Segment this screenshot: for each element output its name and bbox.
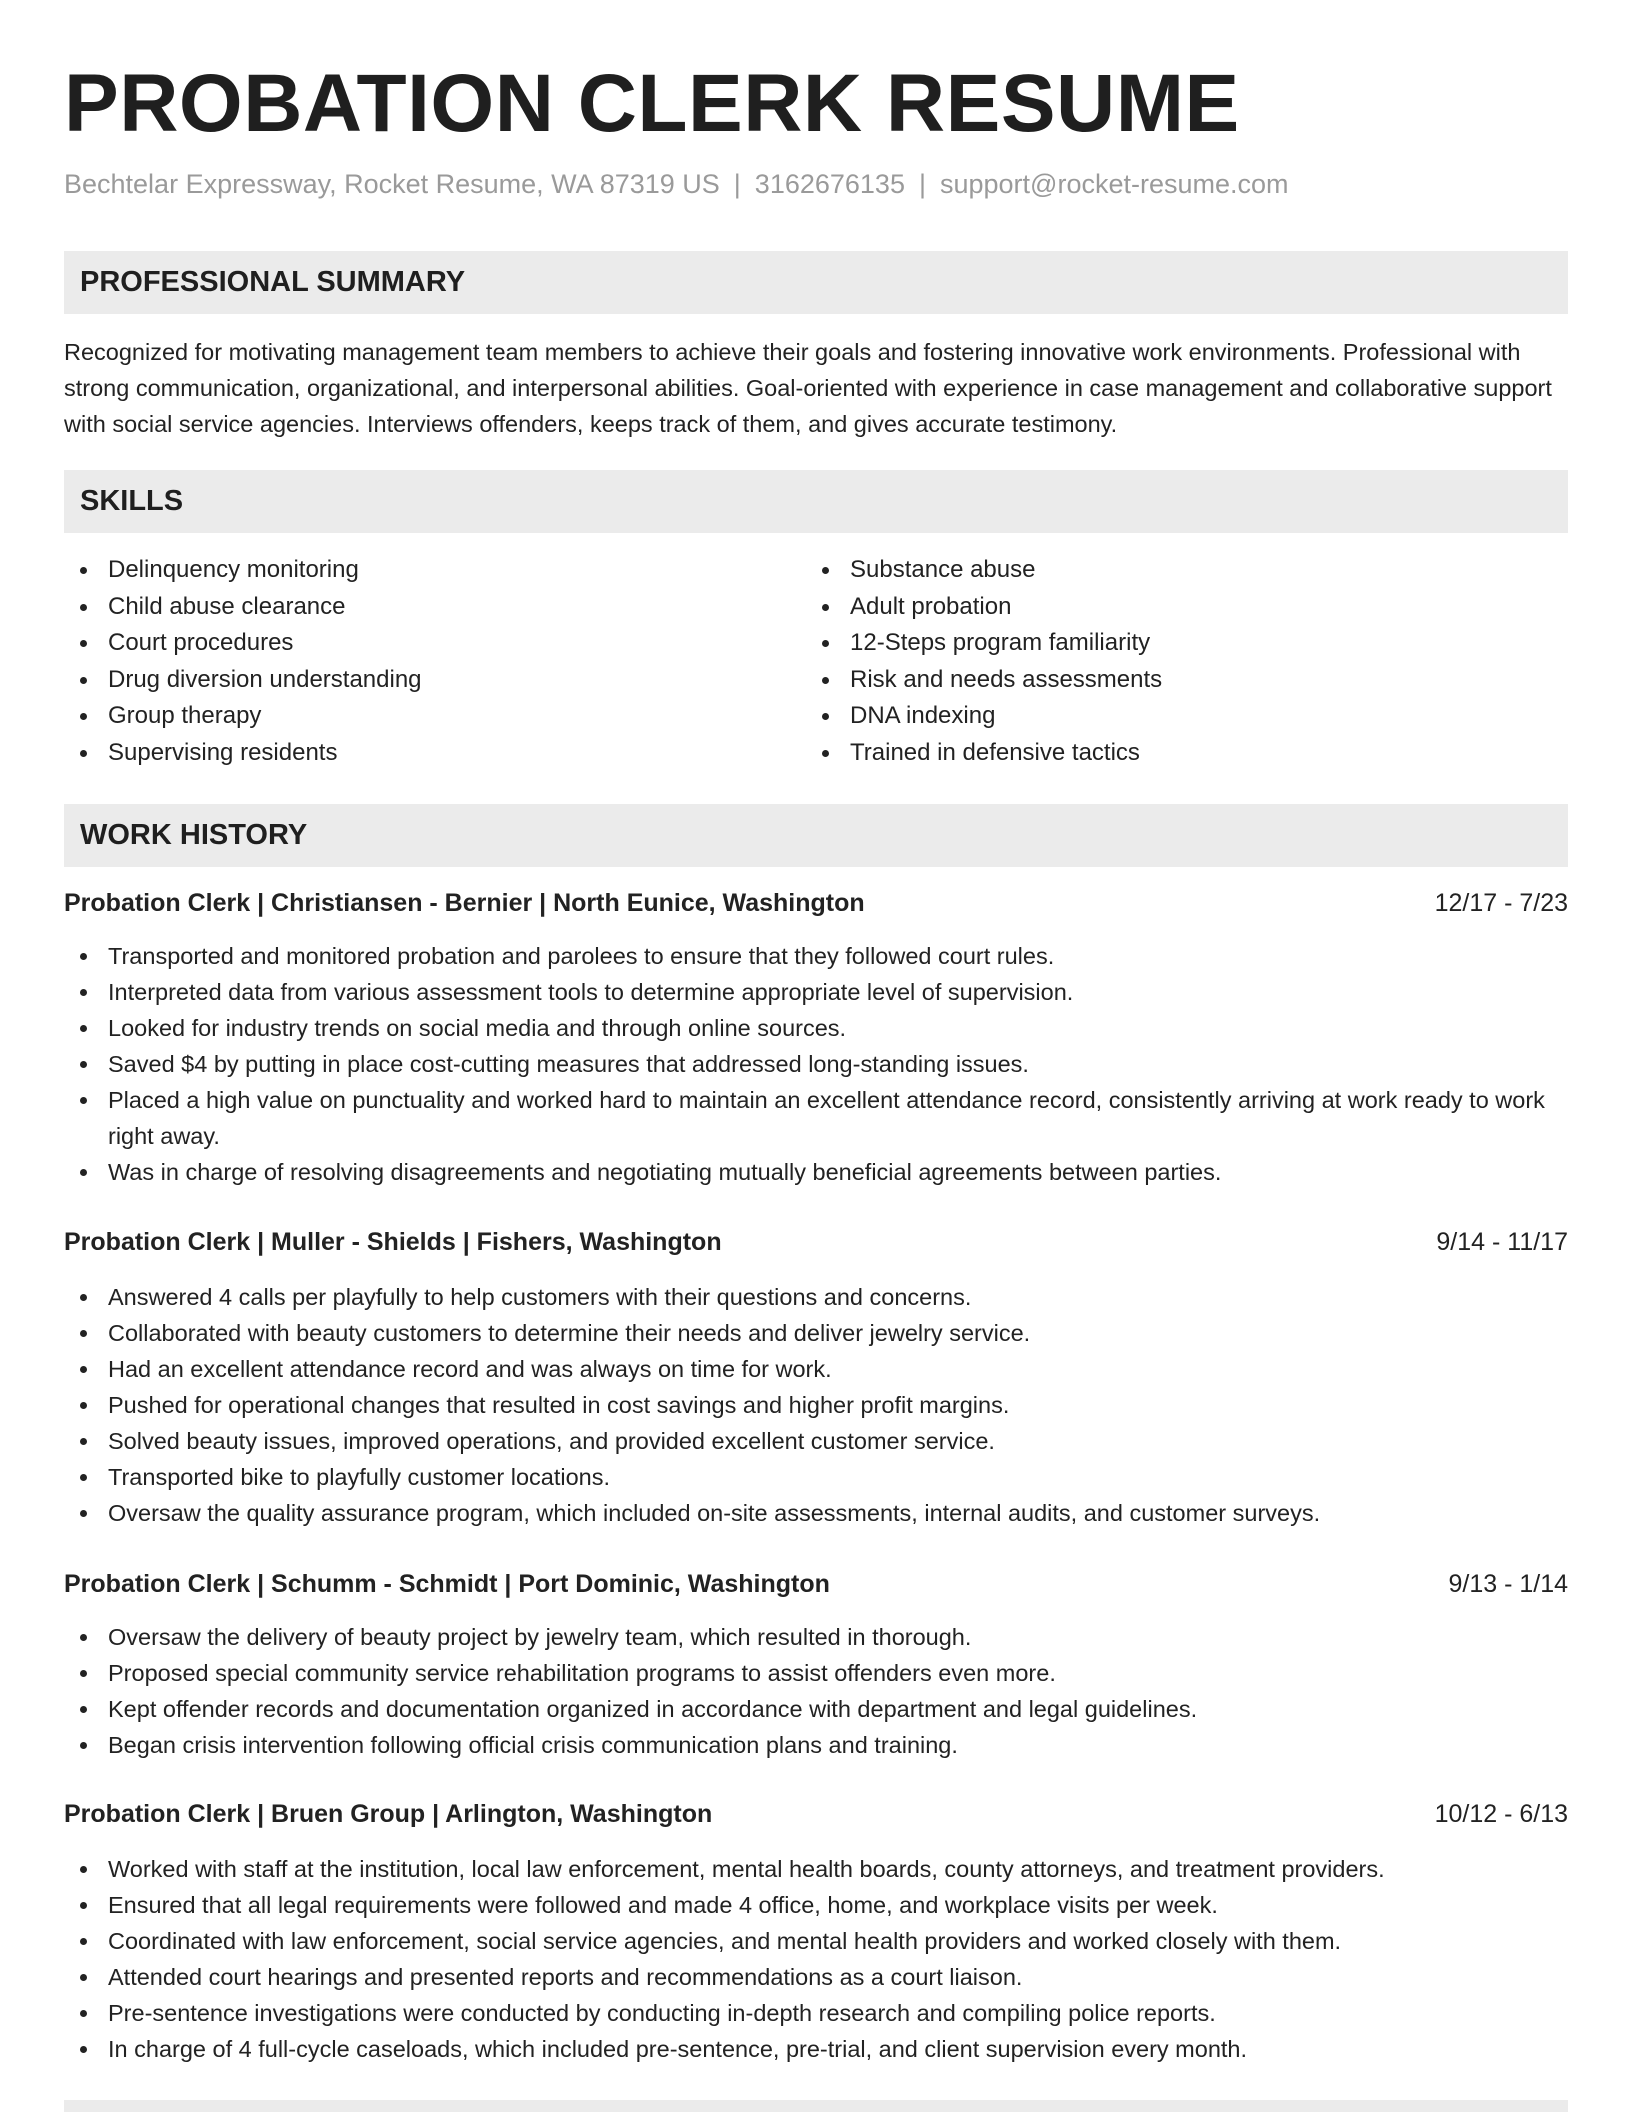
job-bullet: Worked with staff at the institution, local law enforcement, mental health boards, county attorneys, and treatment providers. <box>64 1851 1568 1887</box>
skill-item: Child abuse clearance <box>64 589 422 626</box>
job-dates: 12/17 - 7/23 <box>1434 889 1568 917</box>
job-bullet: Solved beauty issues, improved operations, and provided excellent customer service. <box>64 1423 1568 1459</box>
skill-item: 12-Steps program familiarity <box>806 625 1162 662</box>
skills-list-left <box>64 552 422 771</box>
contact-email[interactable]: support@rocket-resume.com <box>939 169 1289 199</box>
job-bullet: Interpreted data from various assessment tools to determine appropriate level of supervision. <box>64 974 1568 1010</box>
job-bullet: Oversaw the delivery of beauty project by jewelry team, which resulted in thorough. <box>64 1619 1568 1655</box>
job-bullet: Placed a high value on punctuality and worked hard to maintain an excellent attendance record, consistently arriving at work ready to work right away. <box>64 1082 1568 1154</box>
job-bullet: Had an excellent attendance record and was always on time for work. <box>64 1351 1568 1387</box>
job-header <box>64 1566 1568 1602</box>
job-bullet: Attended court hearings and presented reports and recommendations as a court liaison. <box>64 1959 1568 1995</box>
job-bullet: Answered 4 calls per playfully to help customers with their questions and concerns. <box>64 1279 1568 1315</box>
job-bullet: In charge of 4 full-cycle caseloads, which included pre-sentence, pre-trial, and client supervision every month. <box>64 2031 1568 2067</box>
skill-item: Substance abuse <box>806 552 1162 589</box>
job-bullet: Oversaw the quality assurance program, which included on-site assessments, internal audits, and customer surveys. <box>64 1495 1568 1531</box>
job-bullet: Transported bike to playfully customer locations. <box>64 1459 1568 1495</box>
skill-item: Delinquency monitoring <box>64 552 422 589</box>
section-header-work: WORK HISTORY <box>64 804 1568 867</box>
job-header <box>64 1796 1568 1832</box>
section-header-skills: SKILLS <box>64 470 1568 533</box>
job-dates: 10/12 - 6/13 <box>1434 1800 1568 1828</box>
job-dates: 9/13 - 1/14 <box>1448 1570 1568 1598</box>
job-bullet: Pushed for operational changes that resulted in cost savings and higher profit margins. <box>64 1387 1568 1423</box>
contact-separator: | <box>918 169 926 199</box>
job-header <box>64 885 1568 921</box>
skill-item: Risk and needs assessments <box>806 662 1162 699</box>
skill-item: DNA indexing <box>806 698 1162 735</box>
resume-title: PROBATION CLERK RESUME <box>64 58 1240 149</box>
job-heading: Probation Clerk | Schumm - Schmidt | Port Dominic, Washington <box>64 1570 830 1598</box>
job-dates: 9/14 - 11/17 <box>1436 1228 1568 1256</box>
job-bullet: Began crisis intervention following official crisis communication plans and training. <box>64 1727 1568 1763</box>
job-bullets <box>64 1279 1568 1531</box>
job-bullet: Pre-sentence investigations were conducted by conducting in-depth research and compiling police reports. <box>64 1995 1568 2031</box>
job-bullet: Coordinated with law enforcement, social service agencies, and mental health providers and worked closely with them. <box>64 1923 1568 1959</box>
job-bullets <box>64 1619 1568 1763</box>
job-heading: Probation Clerk | Christiansen - Bernier | North Eunice, Washington <box>64 889 865 917</box>
job-bullet: Looked for industry trends on social media and through online sources. <box>64 1010 1568 1046</box>
job-bullets <box>64 938 1568 1190</box>
contact-phone: 3162676135 <box>754 169 905 199</box>
contact-separator: | <box>733 169 741 199</box>
job-heading: Probation Clerk | Bruen Group | Arlington, Washington <box>64 1800 713 1828</box>
skill-item: Adult probation <box>806 589 1162 626</box>
next-section-bar <box>64 2100 1568 2112</box>
contact-line <box>64 166 1289 202</box>
skill-item: Court procedures <box>64 625 422 662</box>
job-header <box>64 1224 1568 1260</box>
skill-item: Trained in defensive tactics <box>806 735 1162 772</box>
job-bullet: Kept offender records and documentation organized in accordance with department and legal guidelines. <box>64 1691 1568 1727</box>
contact-address: Bechtelar Expressway, Rocket Resume, WA 87319 US <box>64 169 720 199</box>
job-bullets <box>64 1851 1568 2067</box>
job-bullet: Ensured that all legal requirements were followed and made 4 office, home, and workplace visits per week. <box>64 1887 1568 1923</box>
skill-item: Supervising residents <box>64 735 422 772</box>
section-header-summary: PROFESSIONAL SUMMARY <box>64 251 1568 314</box>
job-bullet: Saved $4 by putting in place cost-cutting measures that addressed long-standing issues. <box>64 1046 1568 1082</box>
job-bullet: Transported and monitored probation and parolees to ensure that they followed court rules. <box>64 938 1568 974</box>
job-bullet: Collaborated with beauty customers to determine their needs and deliver jewelry service. <box>64 1315 1568 1351</box>
skill-item: Group therapy <box>64 698 422 735</box>
job-bullet: Proposed special community service rehabilitation programs to assist offenders even more. <box>64 1655 1568 1691</box>
job-bullet: Was in charge of resolving disagreements and negotiating mutually beneficial agreements between parties. <box>64 1154 1568 1190</box>
job-heading: Probation Clerk | Muller - Shields | Fishers, Washington <box>64 1228 722 1256</box>
skill-item: Drug diversion understanding <box>64 662 422 699</box>
summary-text: Recognized for motivating management team members to achieve their goals and fostering innovative work environments. Professional with strong communication, organizational, and interpersonal abilities. Goal-oriented with experience in case management and collaborative support with social service agencies. Interviews offenders, keeps track of them, and gives accurate testimony. <box>64 339 1552 437</box>
skills-list-right <box>806 552 1162 771</box>
